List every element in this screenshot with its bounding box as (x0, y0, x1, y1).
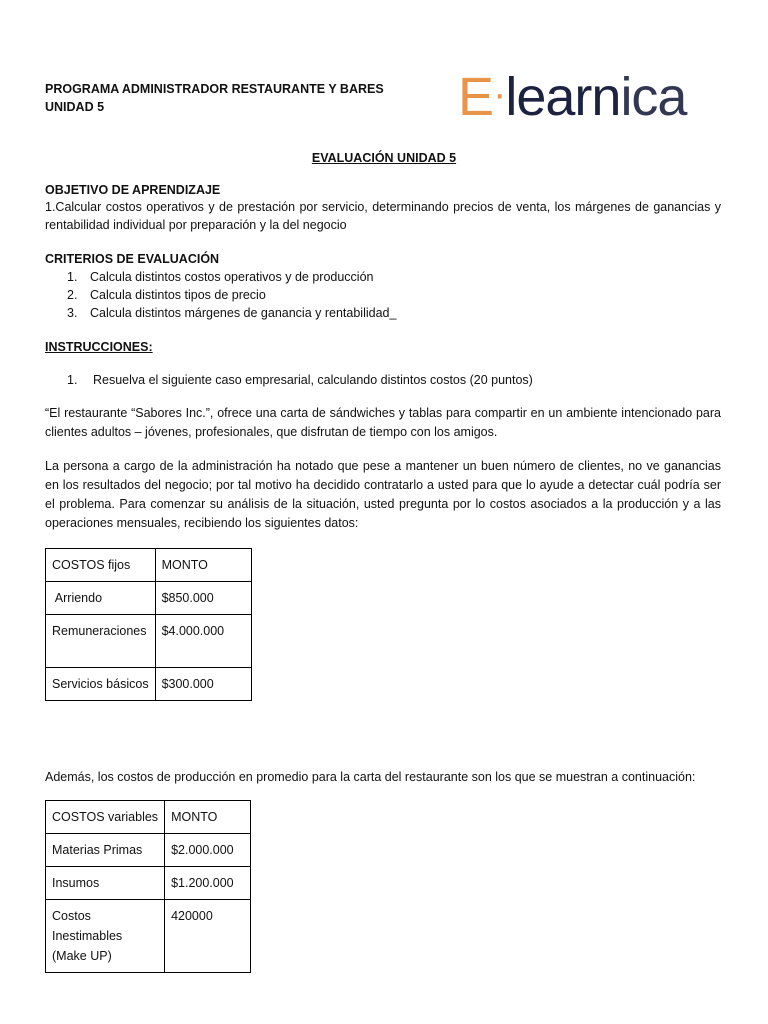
criteria-list (45, 268, 721, 322)
program-title: PROGRAMA ADMINISTRADOR RESTAURANTE Y BARES (45, 82, 384, 96)
table-cell: Costos Inestimables (Make UP) (46, 900, 165, 973)
table-cell: Remuneraciones (46, 615, 156, 668)
case-intro-paragraph: “El restaurante “Sabores Inc.”, ofrece una carta de sándwiches y tablas para compartir en un ambiente intencionado para clientes adultos – jóvenes, profesionales, que disfrutan de tiempo con los amigos. (45, 406, 721, 439)
list-item: 1. Calcula distintos costos operativos y de producción (67, 270, 374, 284)
table-header-cell: COSTOS fijos (46, 549, 156, 582)
table-header-cell: MONTO (165, 801, 251, 834)
table-cell: $2.000.000 (165, 834, 251, 867)
list-item: 2. Calcula distintos tipos de precio (67, 288, 266, 302)
evaluation-title: EVALUACIÓN UNIDAD 5 (311, 151, 457, 165)
objective-text: 1.Calcular costos operativos y de prestación por servicio, determinando precios de venta, los márgenes de ganancias y rentabilidad individual por preparación y la del negocio (45, 200, 721, 232)
table-cell: 420000 (165, 900, 251, 973)
table-cell: $4.000.000 (155, 615, 251, 668)
table-row (46, 582, 252, 615)
instruction-text: Resuelva el siguiente caso empresarial, calculando distintos costos (20 puntos) (93, 373, 533, 387)
table-row (46, 615, 252, 668)
instructions-heading: INSTRUCCIONES: (45, 340, 153, 354)
fixed-costs-table (45, 548, 252, 701)
case-problem-paragraph: La persona a cargo de la administración ha notado que pese a mantener un buen número de clientes, no ve ganancias en los resultados del negocio; por tal motivo ha decidido contratarlo a usted para que lo ayude a detectar cuál podría ser el problema. Para comenzar su análisis de la situación, usted pregunta por lo costos asociados a la producción y a las operaciones mensuales, recibiendo los siguientes datos: (45, 459, 721, 530)
table-header-row (46, 549, 252, 582)
table-row (46, 834, 251, 867)
instruction-number: 1. (67, 373, 78, 387)
criteria-heading: CRITERIOS DE EVALUACIÓN (45, 252, 220, 266)
table-row (46, 900, 251, 973)
elearnica-logo: E·learnica (458, 67, 687, 127)
table-cell: $1.200.000 (165, 867, 251, 900)
table-cell: Materias Primas (46, 834, 165, 867)
list-item: 3. Calcula distintos márgenes de ganancia y rentabilidad_ (67, 306, 397, 320)
table-header-cell: COSTOS variables (46, 801, 165, 834)
unit-label: UNIDAD 5 (45, 100, 105, 114)
table-row (46, 668, 252, 701)
table-cell: Servicios básicos (46, 668, 156, 701)
table-header-row (46, 801, 251, 834)
variable-costs-table (45, 800, 251, 973)
production-costs-paragraph: Además, los costos de producción en promedio para la carta del restaurante son los que se muestran a continuación: (45, 770, 696, 784)
table-cell: $300.000 (155, 668, 251, 701)
table-row (46, 867, 251, 900)
table-cell: Arriendo (46, 582, 156, 615)
table-header-cell: MONTO (155, 549, 251, 582)
table-cell: Insumos (46, 867, 165, 900)
table-cell: $850.000 (155, 582, 251, 615)
objective-heading: OBJETIVO DE APRENDIZAJE (45, 183, 221, 197)
